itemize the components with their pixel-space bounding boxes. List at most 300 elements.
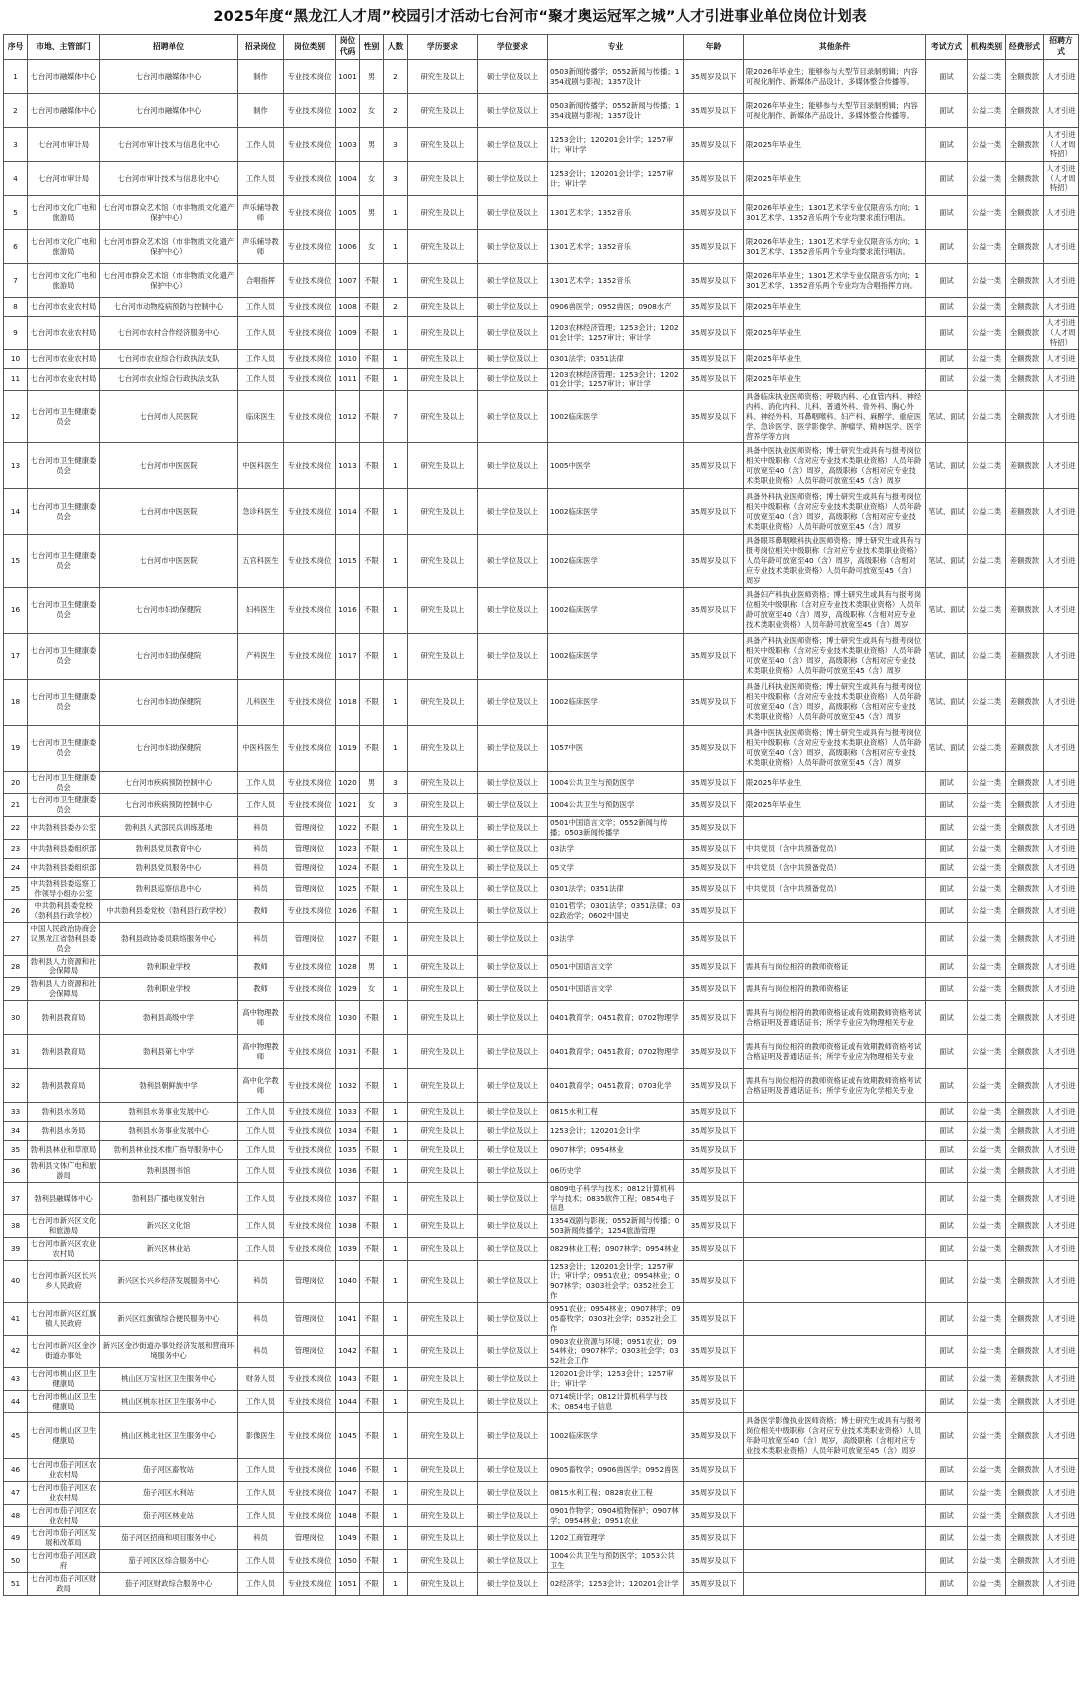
table-cell: 全额拨款 [1006, 1035, 1044, 1069]
table-cell: 1 [384, 679, 408, 725]
table-cell: 专业技术岗位 [284, 794, 336, 817]
table-cell: 面试 [926, 1141, 968, 1160]
table-cell: 不限 [360, 858, 384, 877]
table-cell: 不限 [360, 587, 384, 633]
table-cell: 1203农林经济管理；1253会计；120201会计学；1257审计；审计学 [548, 368, 684, 391]
table-cell: 1010 [336, 349, 360, 368]
table-cell: 人才引进 [1044, 587, 1079, 633]
table-cell: 临床医生 [238, 391, 284, 443]
table-cell: 研究生及以上 [408, 94, 478, 128]
table-cell: 面试 [926, 1035, 968, 1069]
table-cell: 35周岁及以下 [684, 443, 744, 489]
table-cell: 需具有与岗位相符的教师资格证或有效期教师资格考试合格证明及普通话证书；所学专业应为物理相关专业 [744, 1035, 926, 1069]
table-cell: 0951农业；0954林业；0907林学；0905畜牧学；0303社会学；0352社会工作 [548, 1302, 684, 1335]
table-cell: 专业技术岗位 [284, 317, 336, 350]
table-cell: 七台河市卫生健康委员会 [28, 771, 100, 794]
table-cell: 1253会计；120201会计学；1257审计；审计学 [548, 162, 684, 196]
table-cell: 教师 [238, 978, 284, 1001]
table-cell: 14 [4, 489, 28, 535]
table-cell: 6 [4, 230, 28, 264]
table-row [4, 1302, 1079, 1335]
table-cell: 0714统计学；0812计算机科学与技术；0854电子信息 [548, 1390, 684, 1413]
table-cell: 工作人员 [238, 1103, 284, 1122]
table-cell: 1 [384, 900, 408, 923]
table-cell: 面试 [926, 771, 968, 794]
table-cell: 研究生及以上 [408, 817, 478, 840]
table-header-row [4, 35, 1079, 60]
table-cell: 面试 [926, 196, 968, 230]
table-cell: 06历史学 [548, 1160, 684, 1183]
table-cell: 35周岁及以下 [684, 489, 744, 535]
table-cell: 工作人员 [238, 1215, 284, 1238]
table-cell: 公益一类 [968, 162, 1006, 196]
table-cell: 1 [384, 1141, 408, 1160]
table-cell: 七台河市文化广电和旅游局 [28, 196, 100, 230]
table-cell: 1007 [336, 264, 360, 298]
table-cell: 专业技术岗位 [284, 128, 336, 162]
table-cell: 1004公共卫生与预防医学 [548, 794, 684, 817]
table-cell: 新兴区林业站 [100, 1237, 238, 1260]
table-cell: 专业技术岗位 [284, 1413, 336, 1459]
table-cell: 限2025年毕业生 [744, 349, 926, 368]
table-cell: 差额拨款 [1006, 489, 1044, 535]
table-cell: 公益一类 [968, 1035, 1006, 1069]
table-cell: 差额拨款 [1006, 587, 1044, 633]
table-cell: 1 [384, 535, 408, 587]
table-cell: 科员 [238, 839, 284, 858]
column-header: 机构类别 [968, 35, 1006, 60]
table-cell: 勃利县教育局 [28, 1035, 100, 1069]
table-cell: 面试 [926, 162, 968, 196]
table-cell: 1 [384, 264, 408, 298]
table-cell: 五官科医生 [238, 535, 284, 587]
table-cell: 面试 [926, 923, 968, 956]
table-cell: 1023 [336, 839, 360, 858]
table-cell: 笔试、面试 [926, 489, 968, 535]
table-cell: 研究生及以上 [408, 1122, 478, 1141]
table-cell: 专业技术岗位 [284, 1215, 336, 1238]
table-cell: 1301艺术学；1352音乐 [548, 196, 684, 230]
table-cell: 不限 [360, 817, 384, 840]
table-cell: 不限 [360, 1260, 384, 1302]
table-cell: 科员 [238, 1260, 284, 1302]
table-cell: 2 [384, 94, 408, 128]
table-cell: 教师 [238, 900, 284, 923]
table-cell: 30 [4, 1001, 28, 1035]
table-cell: 工作人员 [238, 1141, 284, 1160]
table-cell: 1008 [336, 298, 360, 317]
table-cell: 1 [384, 1260, 408, 1302]
table-cell: 23 [4, 839, 28, 858]
table-cell [744, 1237, 926, 1260]
table-cell: 新兴区文化馆 [100, 1215, 238, 1238]
table-cell: 公益一类 [968, 1069, 1006, 1103]
table-row [4, 162, 1079, 196]
table-cell [744, 1550, 926, 1573]
table-cell: 不限 [360, 1141, 384, 1160]
table-cell: 18 [4, 679, 28, 725]
column-header: 招录岗位 [238, 35, 284, 60]
table-cell: 硕士学位及以上 [478, 1390, 548, 1413]
table-cell: 不限 [360, 839, 384, 858]
table-cell: 1 [384, 1413, 408, 1459]
table-cell: 1039 [336, 1237, 360, 1260]
table-cell: 公益一类 [968, 978, 1006, 1001]
table-cell: 公益一类 [968, 317, 1006, 350]
table-cell: 0907林学；0954林业 [548, 1141, 684, 1160]
table-cell: 不限 [360, 443, 384, 489]
table-cell: 1006 [336, 230, 360, 264]
table-cell: 勃利职业学校 [100, 978, 238, 1001]
table-cell: 公益二类 [968, 489, 1006, 535]
table-cell: 七台河市中医医院 [100, 443, 238, 489]
table-cell: 七台河市文化广电和旅游局 [28, 230, 100, 264]
table-cell: 29 [4, 978, 28, 1001]
table-cell: 人才引进 [1044, 1527, 1079, 1550]
position-plan-table [3, 34, 1079, 1596]
table-cell: 12 [4, 391, 28, 443]
table-cell: 1049 [336, 1527, 360, 1550]
table-cell: 面试 [926, 1260, 968, 1302]
table-cell [744, 1260, 926, 1302]
table-cell: 35周岁及以下 [684, 900, 744, 923]
table-cell: 专业技术岗位 [284, 298, 336, 317]
table-cell: 管理岗位 [284, 858, 336, 877]
table-cell: 人才引进 [1044, 60, 1079, 94]
table-cell: 研究生及以上 [408, 858, 478, 877]
table-cell: 高中物理教师 [238, 1001, 284, 1035]
table-cell: 专业技术岗位 [284, 1069, 336, 1103]
table-cell: 0401教育学；0451教育；0703化学 [548, 1069, 684, 1103]
table-cell: 中共党员（含中共预备党员） [744, 877, 926, 900]
table-cell: 七台河市卫生健康委员会 [28, 587, 100, 633]
table-cell: 专业技术岗位 [284, 1182, 336, 1215]
table-cell: 管理岗位 [284, 1335, 336, 1368]
table-cell: 人才引进 [1044, 858, 1079, 877]
table-cell: 勃利县高级中学 [100, 1001, 238, 1035]
table-cell: 公益一类 [968, 1413, 1006, 1459]
table-cell: 不限 [360, 923, 384, 956]
table-row [4, 349, 1079, 368]
table-cell: 公益一类 [968, 900, 1006, 923]
table-cell: 工作人员 [238, 1390, 284, 1413]
table-cell: 35周岁及以下 [684, 633, 744, 679]
table-cell: 全额拨款 [1006, 1550, 1044, 1573]
table-cell: 女 [360, 230, 384, 264]
table-cell: 全额拨款 [1006, 317, 1044, 350]
table-cell: 科员 [238, 817, 284, 840]
table-cell: 03法学 [548, 923, 684, 956]
table-cell: 1 [384, 196, 408, 230]
table-cell: 七台河市群众艺术馆（市非物质文化遗产保护中心） [100, 196, 238, 230]
table-row [4, 1001, 1079, 1035]
table-cell: 不限 [360, 535, 384, 587]
table-cell: 35周岁及以下 [684, 725, 744, 771]
table-cell: 19 [4, 725, 28, 771]
table-cell: 专业技术岗位 [284, 900, 336, 923]
table-cell: 0815水利工程；0828农业工程 [548, 1482, 684, 1505]
table-cell: 公益一类 [968, 771, 1006, 794]
table-row [4, 771, 1079, 794]
table-cell: 工作人员 [238, 1504, 284, 1527]
table-cell: 05文学 [548, 858, 684, 877]
table-cell: 研究生及以上 [408, 196, 478, 230]
table-cell: 35周岁及以下 [684, 1035, 744, 1069]
table-cell: 硕士学位及以上 [478, 1237, 548, 1260]
table-cell: 人才引进 [1044, 1141, 1079, 1160]
table-cell: 公益一类 [968, 1237, 1006, 1260]
table-cell: 1005中医学 [548, 443, 684, 489]
table-cell: 勃利县图书馆 [100, 1160, 238, 1183]
table-cell: 研究生及以上 [408, 679, 478, 725]
table-cell: 人才引进 [1044, 1390, 1079, 1413]
table-cell: 1 [384, 1550, 408, 1573]
table-cell: 面试 [926, 817, 968, 840]
table-cell: 茄子河区畜牧站 [100, 1459, 238, 1482]
table-cell: 研究生及以上 [408, 230, 478, 264]
table-cell: 制作 [238, 60, 284, 94]
table-cell: 35周岁及以下 [684, 1215, 744, 1238]
table-cell: 具备产科执业医师资格；博士研究生或具有与报考岗位相关中级职称（含对应专业技术类职业资格）人员年龄可放宽至40（含）周岁，高级职称（含相对应专业技术类职业资格）人员年龄可放宽至45（含）周岁 [744, 633, 926, 679]
table-cell: 公益一类 [968, 817, 1006, 840]
table-cell: 1002临床医学 [548, 1413, 684, 1459]
table-cell: 人才引进 [1044, 349, 1079, 368]
table-cell: 公益二类 [968, 391, 1006, 443]
table-cell: 3 [384, 128, 408, 162]
table-cell: 中共勃利县委办公室 [28, 817, 100, 840]
table-cell: 专业技术岗位 [284, 162, 336, 196]
table-cell: 限2025年毕业生 [744, 794, 926, 817]
table-cell: 1044 [336, 1390, 360, 1413]
table-cell: 1024 [336, 858, 360, 877]
table-row [4, 94, 1079, 128]
table-cell: 人才引进（人才周特招） [1044, 128, 1079, 162]
table-cell: 全额拨款 [1006, 1572, 1044, 1595]
table-cell: 研究生及以上 [408, 978, 478, 1001]
table-cell: 研究生及以上 [408, 349, 478, 368]
table-cell: 面试 [926, 1413, 968, 1459]
table-row [4, 1182, 1079, 1215]
table-cell: 1 [384, 1182, 408, 1215]
table-row [4, 391, 1079, 443]
table-cell: 面试 [926, 839, 968, 858]
table-cell: 26 [4, 900, 28, 923]
table-cell: 1 [384, 1527, 408, 1550]
table-cell: 1038 [336, 1215, 360, 1238]
table-cell: 新兴区金沙街道办事处经济发展和营商环境服务中心 [100, 1335, 238, 1368]
table-cell: 42 [4, 1335, 28, 1368]
table-cell: 研究生及以上 [408, 725, 478, 771]
table-cell: 公益一类 [968, 1572, 1006, 1595]
table-cell: 工作人员 [238, 1482, 284, 1505]
table-cell: 0401教育学；0451教育；0702物理学 [548, 1035, 684, 1069]
table-row [4, 955, 1079, 978]
table-cell: 公益二类 [968, 60, 1006, 94]
table-cell: 35周岁及以下 [684, 679, 744, 725]
table-cell: 需具有与岗位相符的教师资格证或有效期教师资格考试合格证明及普通话证书；所学专业应为化学相关专业 [744, 1069, 926, 1103]
table-cell: 1 [4, 60, 28, 94]
table-cell: 35周岁及以下 [684, 317, 744, 350]
table-cell: 女 [360, 162, 384, 196]
table-cell: 35周岁及以下 [684, 1103, 744, 1122]
table-cell: 茄子河区招商和项目服务中心 [100, 1527, 238, 1550]
table-cell: 1004 [336, 162, 360, 196]
table-cell: 35周岁及以下 [684, 955, 744, 978]
table-cell: 限2025年毕业生 [744, 298, 926, 317]
table-cell: 面试 [926, 60, 968, 94]
table-cell: 33 [4, 1103, 28, 1122]
table-cell: 1016 [336, 587, 360, 633]
table-cell [744, 1122, 926, 1141]
table-cell: 七台河市中医医院 [100, 489, 238, 535]
table-cell: 桃山区桃北社区卫生服务中心 [100, 1413, 238, 1459]
table-cell: 不限 [360, 877, 384, 900]
table-cell: 1003 [336, 128, 360, 162]
table-cell: 人才引进 [1044, 839, 1079, 858]
table-cell [744, 923, 926, 956]
table-cell: 1 [384, 1069, 408, 1103]
table-cell: 专业技术岗位 [284, 679, 336, 725]
table-cell: 需具有与岗位相符的教师资格证或有效期教师资格考试合格证明及普通话证书；所学专业应为物理相关专业 [744, 1001, 926, 1035]
table-cell: 专业技术岗位 [284, 1237, 336, 1260]
table-cell: 面试 [926, 1572, 968, 1595]
table-cell: 勃利县教育局 [28, 1001, 100, 1035]
table-cell: 七台河市卫生健康委员会 [28, 489, 100, 535]
table-cell: 中共勃利县委组织部 [28, 858, 100, 877]
table-cell: 1 [384, 725, 408, 771]
table-cell: 中共勃利县委组织部 [28, 839, 100, 858]
table-cell: 限2025年毕业生 [744, 317, 926, 350]
table-cell: 120201会计学；1253会计；1257审计；审计学 [548, 1368, 684, 1391]
table-cell: 七台河市新兴区文化和旅游局 [28, 1215, 100, 1238]
table-row [4, 1335, 1079, 1368]
table-cell: 研究生及以上 [408, 1001, 478, 1035]
table-cell: 全额拨款 [1006, 771, 1044, 794]
table-cell: 10 [4, 349, 28, 368]
table-cell: 硕士学位及以上 [478, 162, 548, 196]
table-cell: 研究生及以上 [408, 1335, 478, 1368]
table-cell: 专业技术岗位 [284, 264, 336, 298]
table-cell: 管理岗位 [284, 877, 336, 900]
table-cell: 研究生及以上 [408, 771, 478, 794]
table-cell: 面试 [926, 264, 968, 298]
table-cell: 不限 [360, 725, 384, 771]
table-cell: 硕士学位及以上 [478, 877, 548, 900]
table-cell: 硕士学位及以上 [478, 1504, 548, 1527]
table-cell: 工作人员 [238, 771, 284, 794]
table-cell: 人才引进 [1044, 1160, 1079, 1183]
table-cell: 1043 [336, 1368, 360, 1391]
table-cell: 硕士学位及以上 [478, 858, 548, 877]
table-cell: 研究生及以上 [408, 264, 478, 298]
table-cell: 1 [384, 349, 408, 368]
table-cell: 35周岁及以下 [684, 1122, 744, 1141]
table-cell [744, 1482, 926, 1505]
table-cell: 公益一类 [968, 264, 1006, 298]
table-cell [744, 1103, 926, 1122]
table-cell: 公益二类 [968, 725, 1006, 771]
table-cell: 管理岗位 [284, 923, 336, 956]
table-cell: 公益一类 [968, 1182, 1006, 1215]
table-cell: 全额拨款 [1006, 196, 1044, 230]
page-title: 2025年度“黑龙江人才周”校园引才活动七台河市“聚才奥运冠军之城”人才引进事业单位岗位计划表 [213, 9, 867, 25]
table-cell: 人才引进 [1044, 1550, 1079, 1573]
table-cell: 研究生及以上 [408, 923, 478, 956]
table-cell: 勃利县水务局 [28, 1103, 100, 1122]
table-cell: 研究生及以上 [408, 587, 478, 633]
table-cell: 研究生及以上 [408, 1069, 478, 1103]
table-cell: 不限 [360, 1215, 384, 1238]
table-cell: 7 [4, 264, 28, 298]
table-cell: 硕士学位及以上 [478, 587, 548, 633]
table-cell: 1 [384, 633, 408, 679]
table-cell: 35周岁及以下 [684, 162, 744, 196]
column-header: 专业 [548, 35, 684, 60]
table-cell: 专业技术岗位 [284, 1572, 336, 1595]
table-cell: 1 [384, 443, 408, 489]
column-header: 考试方式 [926, 35, 968, 60]
table-cell: 1018 [336, 679, 360, 725]
table-cell: 面试 [926, 1182, 968, 1215]
table-cell: 面试 [926, 1368, 968, 1391]
table-cell: 38 [4, 1215, 28, 1238]
table-cell: 茄子河区财政综合服务中心 [100, 1572, 238, 1595]
table-cell: 七台河市茄子河区发展和改革局 [28, 1527, 100, 1550]
table-cell: 1011 [336, 368, 360, 391]
table-cell: 全额拨款 [1006, 1413, 1044, 1459]
table-cell: 面试 [926, 955, 968, 978]
table-cell: 专业技术岗位 [284, 1160, 336, 1183]
table-cell: 差额拨款 [1006, 1368, 1044, 1391]
table-cell: 35周岁及以下 [684, 128, 744, 162]
table-cell: 人才引进 [1044, 196, 1079, 230]
table-cell: 七台河市审计技术与信息化中心 [100, 162, 238, 196]
table-cell: 1253会计；120201会计学；1257审计；审计学 [548, 128, 684, 162]
table-cell: 35周岁及以下 [684, 349, 744, 368]
table-cell: 1 [384, 1035, 408, 1069]
table-cell: 硕士学位及以上 [478, 978, 548, 1001]
table-cell: 女 [360, 794, 384, 817]
table-row [4, 298, 1079, 317]
table-row [4, 1550, 1079, 1573]
table-cell: 3 [384, 162, 408, 196]
table-cell: 硕士学位及以上 [478, 1572, 548, 1595]
table-cell: 硕士学位及以上 [478, 1182, 548, 1215]
table-cell: 专业技术岗位 [284, 489, 336, 535]
table-cell: 不限 [360, 1390, 384, 1413]
table-row [4, 230, 1079, 264]
table-cell: 七台河市卫生健康委员会 [28, 391, 100, 443]
table-cell [744, 817, 926, 840]
table-cell: 全额拨款 [1006, 1390, 1044, 1413]
table-cell: 女 [360, 978, 384, 1001]
table-cell: 限2026年毕业生；能够参与大型节目录制剪辑；内容可视化制作、新媒体产品设计、多媒体整合传播等。 [744, 60, 926, 94]
table-cell: 专业技术岗位 [284, 368, 336, 391]
table-cell: 中共勃利县委党校（勃利县行政学校） [28, 900, 100, 923]
table-cell: 七台河市卫生健康委员会 [28, 633, 100, 679]
table-cell: 不限 [360, 349, 384, 368]
table-cell: 硕士学位及以上 [478, 725, 548, 771]
table-cell: 不限 [360, 391, 384, 443]
table-cell: 专业技术岗位 [284, 1122, 336, 1141]
table-cell: 不限 [360, 633, 384, 679]
table-cell: 1030 [336, 1001, 360, 1035]
table-cell: 硕士学位及以上 [478, 839, 548, 858]
table-cell: 51 [4, 1572, 28, 1595]
table-cell: 人才引进 [1044, 1103, 1079, 1122]
table-cell: 人才引进 [1044, 1368, 1079, 1391]
table-cell: 硕士学位及以上 [478, 1482, 548, 1505]
